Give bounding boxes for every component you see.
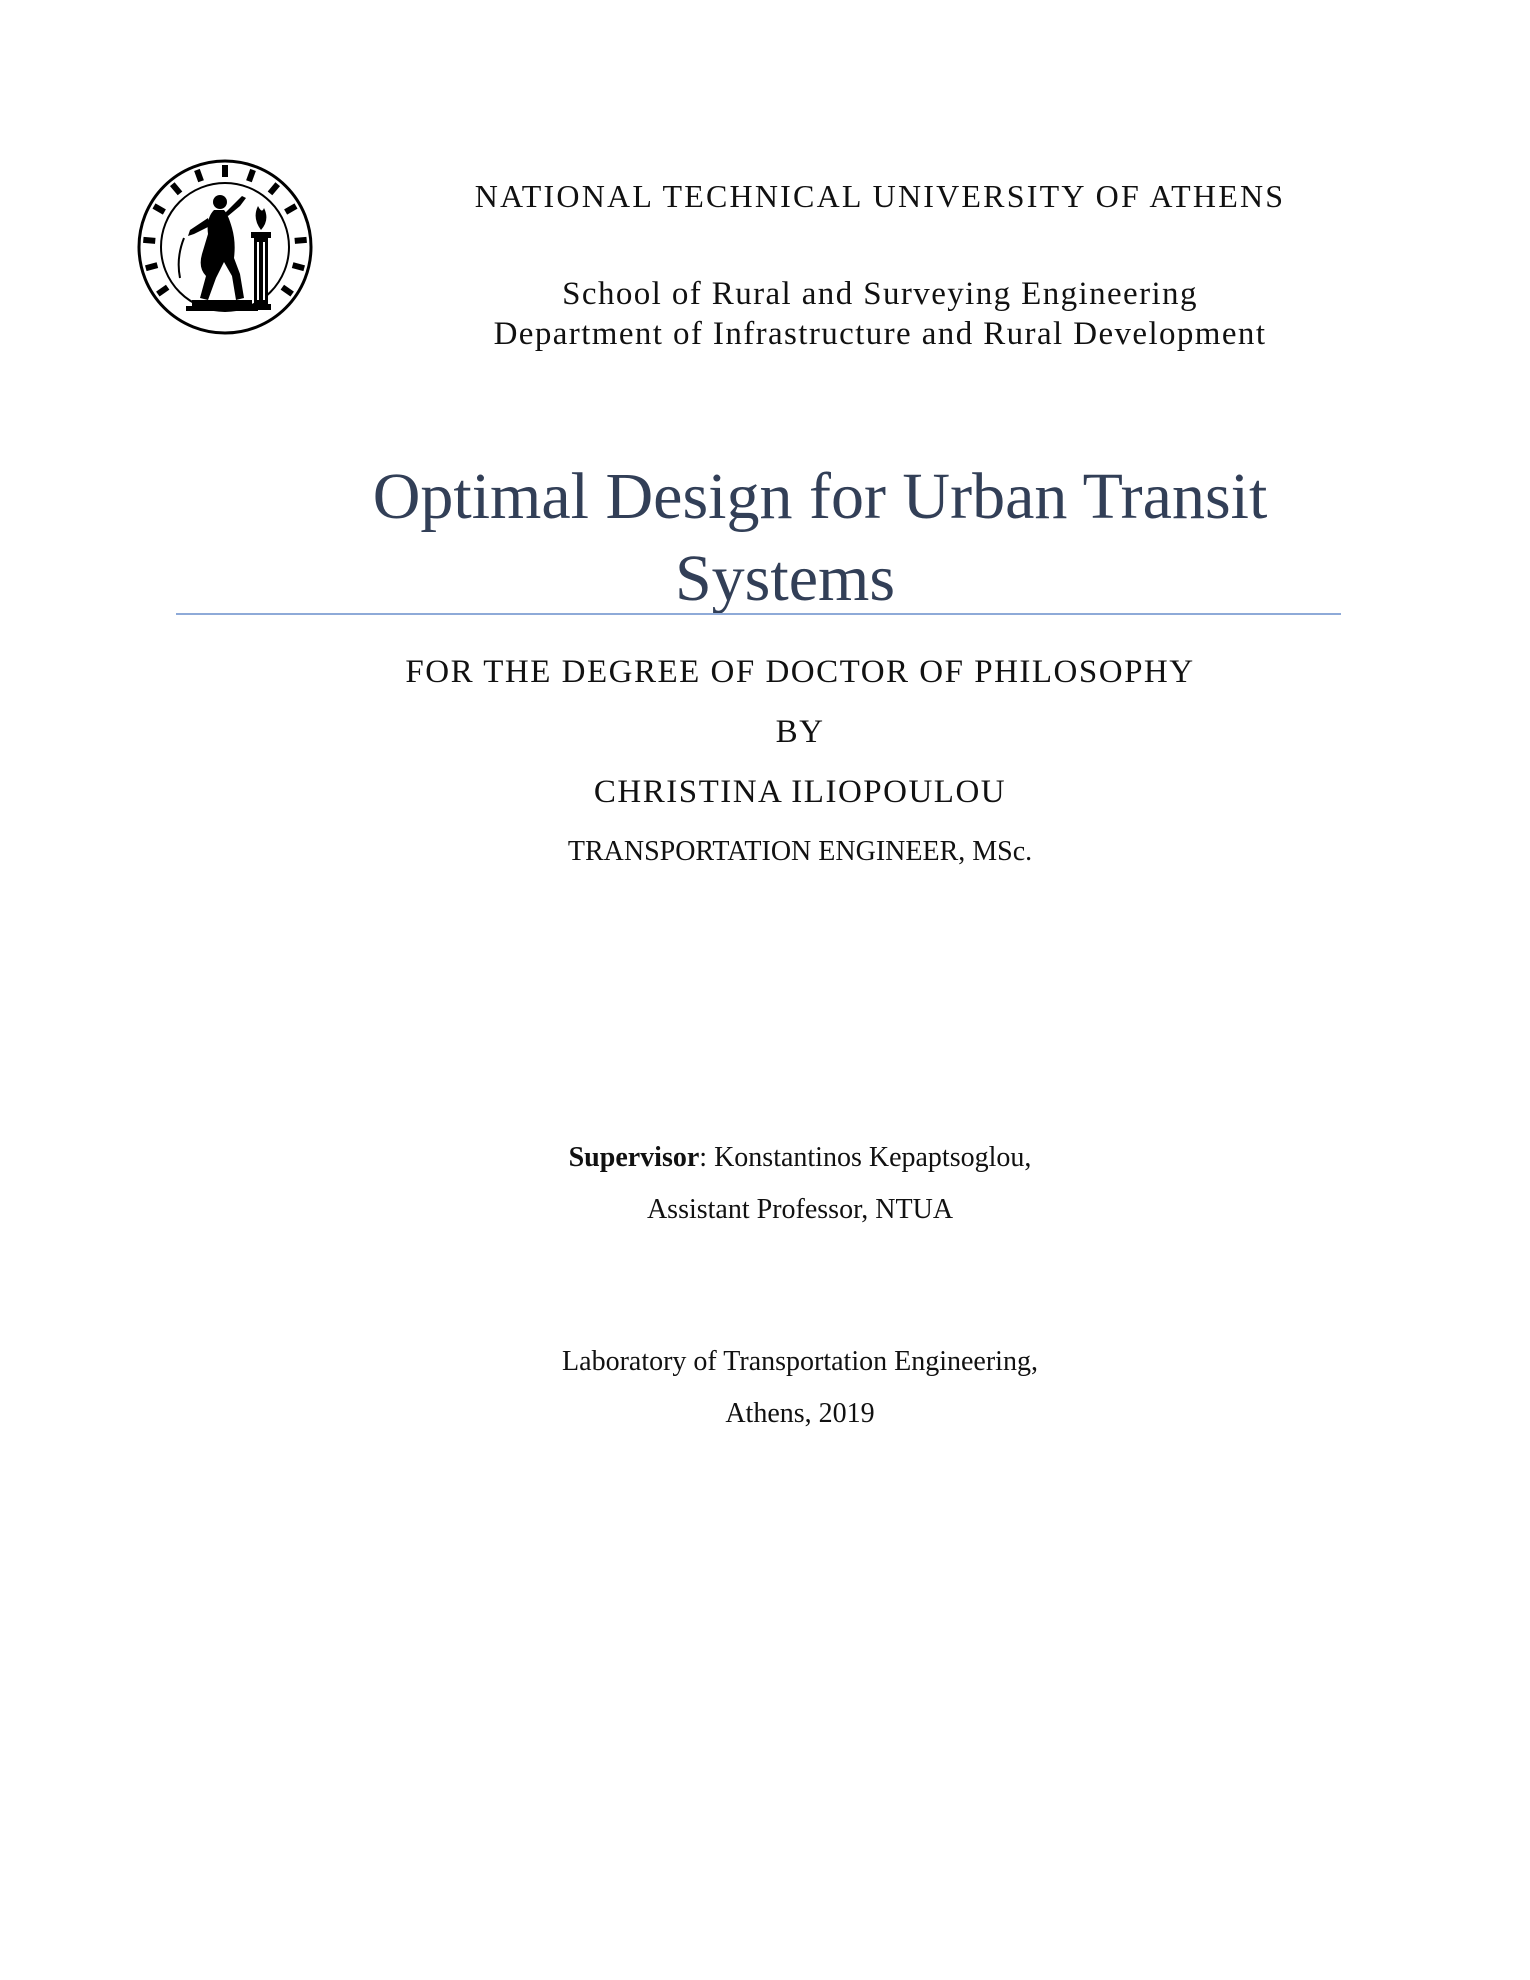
supervisor-line <box>300 1142 1300 1174</box>
thesis-title <box>280 456 1360 620</box>
supervisor-rank: Assistant Professor, NTUA <box>646 1194 954 1225</box>
title-divider <box>176 613 1341 615</box>
school-name: School of Rural and Surveying Engineering <box>562 276 1198 312</box>
thesis-title-line-1: Optimal Design for Urban Transit <box>372 460 1268 533</box>
degree-purpose: FOR THE DEGREE OF DOCTOR OF PHILOSOPHY <box>405 654 1195 690</box>
department-name: Department of Infrastructure and Rural Development <box>493 316 1267 352</box>
by-label: BY <box>775 714 825 750</box>
university-seal-logo <box>136 158 314 336</box>
author-name: CHRISTINA ILIOPOULOU <box>593 774 1007 810</box>
laboratory-name: Laboratory of Transportation Engineering, <box>562 1346 1038 1377</box>
supervisor-label: Supervisor <box>568 1142 700 1173</box>
place-and-year: Athens, 2019 <box>725 1398 875 1429</box>
author-title: TRANSPORTATION ENGINEER, MSc. <box>567 836 1033 867</box>
supervisor-name: : Konstantinos Kepaptsoglou, <box>699 1142 1032 1173</box>
thesis-title-line-2: Systems <box>674 542 896 615</box>
university-name: NATIONAL TECHNICAL UNIVERSITY OF ATHENS <box>474 178 1286 214</box>
